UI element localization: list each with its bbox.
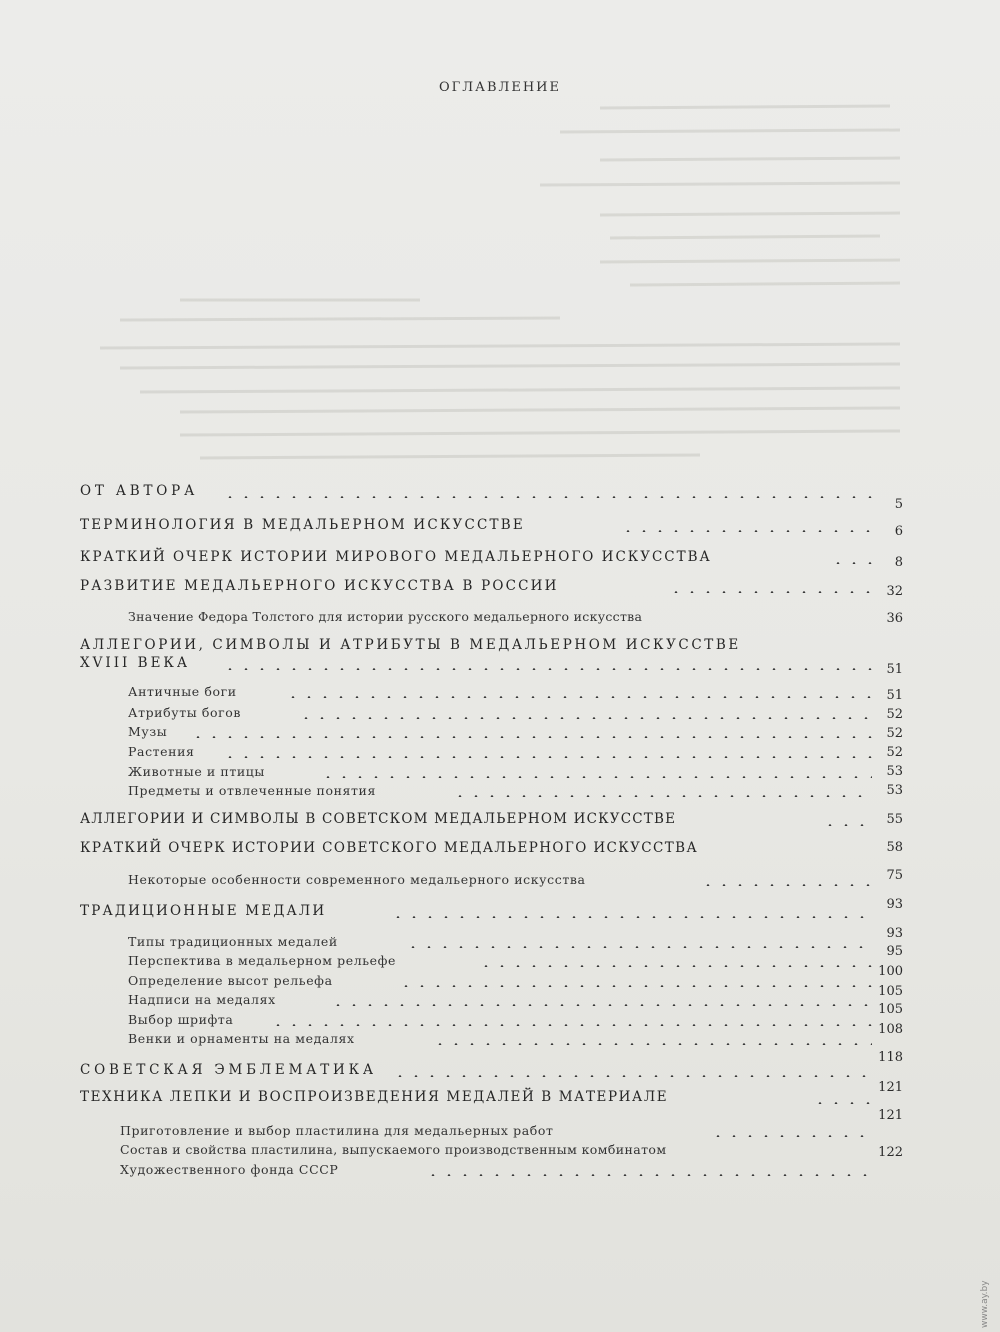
dot-leader <box>452 795 872 797</box>
toc-entry-title: ТЕХНИКА ЛЕПКИ И ВОСПРОИЗВЕДЕНИЯ МЕДАЛЕЙ В МАТЕРИАЛЕ <box>80 1089 669 1105</box>
dot-leader <box>285 696 872 698</box>
dot-leader <box>812 1102 872 1104</box>
toc-entry-page: 55 <box>886 812 903 827</box>
toc-entry-title: АЛЛЕГОРИИ, СИМВОЛЫ И АТРИБУТЫ В МЕДАЛЬЕРНОМ ИСКУССТВЕ <box>80 637 741 653</box>
toc-entry-page: 5 <box>894 497 903 512</box>
toc-entry-page: 121 <box>878 1108 903 1123</box>
toc-entry-page: 53 <box>886 783 903 798</box>
toc-entry-page: 52 <box>886 707 903 722</box>
toc-entry-title: Перспектива в медальерном рельефе <box>128 953 397 968</box>
dot-leader <box>190 736 872 738</box>
dot-leader <box>432 1043 872 1045</box>
dot-leader <box>392 1075 872 1077</box>
toc-entry-title: Типы традиционных медалей <box>128 934 338 949</box>
toc-entry-page: 52 <box>886 726 903 741</box>
dot-leader <box>320 776 872 778</box>
toc-entry-page: 93 <box>886 897 903 912</box>
toc-entry-page: 36 <box>886 611 903 626</box>
dot-leader <box>425 1174 872 1176</box>
toc-entry-title: Венки и орнаменты на медалях <box>128 1031 355 1046</box>
dot-leader <box>222 496 872 498</box>
toc-entry-page: 53 <box>886 764 903 779</box>
toc-entry-page: 32 <box>886 584 903 599</box>
toc-entry-page: 52 <box>886 745 903 760</box>
toc-entry-title: Выбор шрифта <box>128 1012 234 1027</box>
dot-leader <box>222 668 872 670</box>
toc-entry-page: 51 <box>886 662 903 677</box>
dot-leader <box>270 1024 872 1026</box>
dot-leader <box>390 916 872 918</box>
toc-entry-page: 8 <box>894 555 903 570</box>
dot-leader <box>822 824 872 826</box>
toc-entry-page: 122 <box>878 1145 903 1160</box>
toc-entry-title: ТРАДИЦИОННЫЕ МЕДАЛИ <box>80 903 327 919</box>
dot-leader <box>700 884 872 886</box>
toc-entry-title-line2: Художественного фонда СССР <box>120 1162 339 1177</box>
toc-entry-page: 58 <box>886 840 903 855</box>
toc-heading: ОГЛАВЛЕНИЕ <box>438 80 561 95</box>
toc-entry-page: 100 <box>878 964 903 979</box>
toc-entry-page: 105 <box>878 1002 903 1017</box>
toc-entry-title: КРАТКИЙ ОЧЕРК ИСТОРИИ СОВЕТСКОГО МЕДАЛЬЕРНОГО ИСКУССТВА <box>80 840 699 856</box>
watermark-text: www.ay.by <box>980 1280 990 1328</box>
toc-entry-page: 121 <box>878 1080 903 1095</box>
toc-entry-page: 51 <box>886 688 903 703</box>
toc-entry-title: КРАТКИЙ ОЧЕРК ИСТОРИИ МИРОВОГО МЕДАЛЬЕРНОГО ИСКУССТВА <box>80 549 712 565</box>
toc-entry-page: 105 <box>878 984 903 999</box>
toc-entry-title: АЛЛЕГОРИИ И СИМВОЛЫ В СОВЕТСКОМ МЕДАЛЬЕРНОМ ИСКУССТВЕ <box>80 811 677 827</box>
dot-leader <box>478 965 872 967</box>
dot-leader <box>330 1004 872 1006</box>
dot-leader <box>710 1135 872 1137</box>
toc-entry-title: Музы <box>128 724 168 739</box>
dot-leader <box>222 756 872 758</box>
toc-entry-title: Античные боги <box>128 684 237 699</box>
toc-entry-title: Значение Федора Толстого для истории русского медальерного искусства <box>128 609 643 624</box>
toc-entry-title-line2: XVIII ВЕКА <box>80 655 191 671</box>
toc-entry-title: Определение высот рельефа <box>128 973 333 988</box>
toc-entry-title: Растения <box>128 744 195 759</box>
toc-entry-title: Приготовление и выбор пластилина для медальерных работ <box>120 1123 554 1138</box>
dot-leader <box>405 946 872 948</box>
dot-leader <box>620 530 872 532</box>
dot-leader <box>830 562 872 564</box>
toc-entry-page: 75 <box>886 868 903 883</box>
dot-leader <box>298 717 872 719</box>
toc-entry-page: 108 <box>878 1022 903 1037</box>
toc-entry-page: 118 <box>878 1050 903 1065</box>
toc-entry-title: Атрибуты богов <box>128 705 241 720</box>
toc-entry-title: СОВЕТСКАЯ ЭМБЛЕМАТИКА <box>80 1062 377 1078</box>
toc-entry-page: 6 <box>894 524 903 539</box>
toc-entry-title: РАЗВИТИЕ МЕДАЛЬЕРНОГО ИСКУССТВА В РОССИИ <box>80 578 559 594</box>
toc-entry-title: Предметы и отвлеченные понятия <box>128 783 376 798</box>
toc-entry-title: Надписи на медалях <box>128 992 276 1007</box>
toc-entry-title: Животные и птицы <box>128 764 265 779</box>
toc-entry-title: Состав и свойства пластилина, выпускаемого производственным комбинатом <box>120 1142 667 1157</box>
toc-entry-title: ОТ АВТОРА <box>80 483 199 499</box>
toc-entry-page: 95 <box>886 944 903 959</box>
toc-entry-title: ТЕРМИНОЛОГИЯ В МЕДАЛЬЕРНОМ ИСКУССТВЕ <box>80 517 525 533</box>
toc-entry-page: 93 <box>886 926 903 941</box>
toc-entry-title: Некоторые особенности современного медальерного искусства <box>128 872 586 887</box>
dot-leader <box>668 591 872 593</box>
dot-leader <box>398 985 872 987</box>
